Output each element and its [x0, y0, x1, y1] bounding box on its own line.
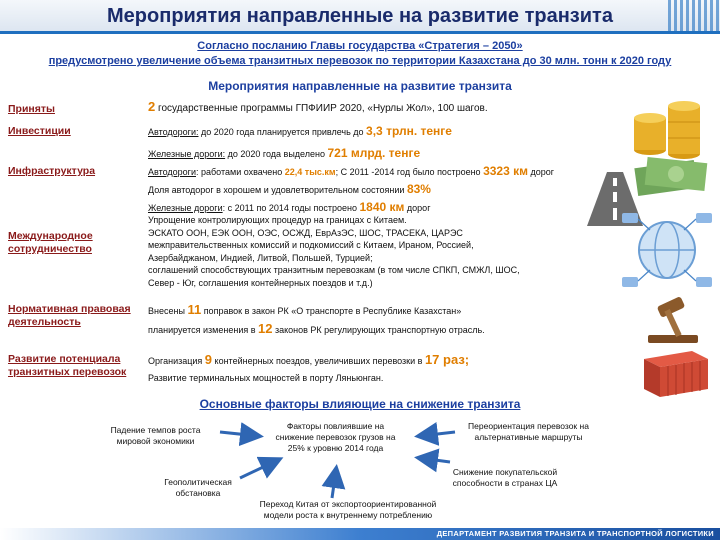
infra-state-text: Доля автодорог в хорошем и удовлетворительном состоянии [148, 185, 407, 195]
intl-line-5: соглашений способствующих транзитным перевозкам (в том числе СПКП, СМЖЛ, ШОС, [148, 265, 520, 275]
infra-road-text3: дорог [527, 167, 555, 177]
adopted-number: 2 [148, 99, 156, 114]
intl-line-6: Север - Юг, соглашения контейнерных поездов и т.д.) [148, 277, 373, 288]
arrow-icon [420, 458, 450, 462]
legal-text3: планируется изменения в [148, 325, 259, 335]
legal-text4: законов РК регулирующих транспортную отрасль. [272, 325, 485, 335]
label-international: Международное сотрудничество [8, 230, 93, 255]
legal-num1: 11 [187, 302, 202, 317]
infra-road-built: 3323 км [483, 164, 528, 178]
legal-text2: поправок в закон РК «О транспорте в Республике Казахстан» [201, 306, 462, 316]
intl-line-4: Азербайджаном, Индией, Литвой, Польшей, Турцией; [148, 252, 373, 263]
arrow-icon [220, 432, 258, 436]
factor-item: Снижение покупательской способности в странах ЦА [452, 467, 558, 488]
arrow-icon [332, 470, 336, 498]
potential-text2: контейнерных поездов, увеличивших перевозки в [212, 356, 425, 366]
potential-num2: 17 раз; [424, 352, 470, 367]
factor-item: Геополитическая обстановка [164, 477, 232, 498]
potential-line-2: Развитие терминальных мощностей в порту Ляньюнган. [148, 373, 384, 383]
infra-rail2-km: 1840 км [359, 200, 405, 214]
infra-rail-text: до 2020 года выделено [225, 149, 328, 159]
infra-rail2-lead: Железные дороги [148, 203, 223, 213]
factor-item: Переход Китая от экспортоориентированной модели роста к внутреннему потреблению [259, 499, 437, 520]
intl-line-2: ЭСКАТО ООН, ЕЭК ООН, ОЭС, ОСЖД, ЕврАзЭС, ШОС, ТРАСЕКА, ЦАРЭС [148, 227, 463, 238]
investments-lead: Автодороги: [148, 127, 199, 137]
label-infrastructure: Инфраструктура [8, 165, 96, 177]
intl-line-1: Упрощение контролирующих процедур на границах с Китаем. [148, 215, 407, 225]
intl-line-3: межправительственных комиссий и подкомиссий с Китаем, Ираном, Россией, [148, 240, 474, 250]
legal-text1: Внесены [148, 306, 188, 316]
infra-road-text1: : работами охвачено [196, 167, 285, 177]
infra-state-pct: 83% [406, 182, 431, 196]
arrow-icon [240, 460, 278, 478]
infra-rail2-text: : с 2011 по 2014 годы построено [222, 203, 360, 213]
adopted-text: государственные программы ГПФИИР 2020, «Нурлы Жол», 100 шагов. [158, 103, 488, 114]
label-potential: Развитие потенциала транзитных перевозок [8, 353, 127, 378]
footer-bar [0, 528, 720, 540]
infra-road-km: 22,4 тыс.км [284, 167, 336, 177]
intro-line-1: Согласно посланию Главы государства «Стратегия – 2050» [197, 40, 523, 52]
investments-text: до 2020 года планируется привлечь до [198, 127, 367, 137]
infra-road-lead: Автодороги [148, 167, 196, 177]
label-investments: Инвестиции [8, 125, 71, 137]
potential-num1: 9 [204, 352, 213, 367]
factor-item: Переориентация перевозок на альтернативные маршруты [468, 421, 589, 442]
legal-num2: 12 [258, 321, 273, 336]
infra-rail-lead: Железные дороги: [148, 149, 226, 159]
factor-item-center: Факторы повлиявшие на снижение перевозок грузов на 25% к уровню 2014 года [275, 421, 396, 453]
factor-item: Падение темпов роста мировой экономики [110, 425, 201, 446]
infra-road-text2: ; С 2011 -2014 год было построено [335, 167, 484, 177]
potential-text1: Организация [148, 356, 205, 366]
infra-rail2-tail: дорог [404, 203, 431, 213]
label-adopted: Приняты [8, 103, 55, 115]
page-title: Мероприятия направленные на развитие транзита [107, 5, 613, 27]
infra-rail-amount: 721 млрд. тенге [327, 146, 421, 160]
factors-title: Основные факторы влияющие на снижение транзита [199, 397, 521, 411]
footer-text: ДЕПАРТАМЕНТ РАЗВИТИЯ ТРАНЗИТА И ТРАНСПОРТНОЙ ЛОГИСТИКИ [436, 529, 714, 538]
intro-line-2: предусмотрено увеличение объема транзитных перевозок по территории Казахстана до 30 млн. тонн к 2020 году [48, 55, 672, 67]
arrow-icon [420, 432, 455, 436]
section-subtitle: Мероприятия направленные на развитие транзита [208, 79, 512, 93]
label-legal: Нормативная правовая деятельность [8, 303, 131, 328]
investments-amount: 3,3 трлн. тенге [366, 124, 452, 138]
